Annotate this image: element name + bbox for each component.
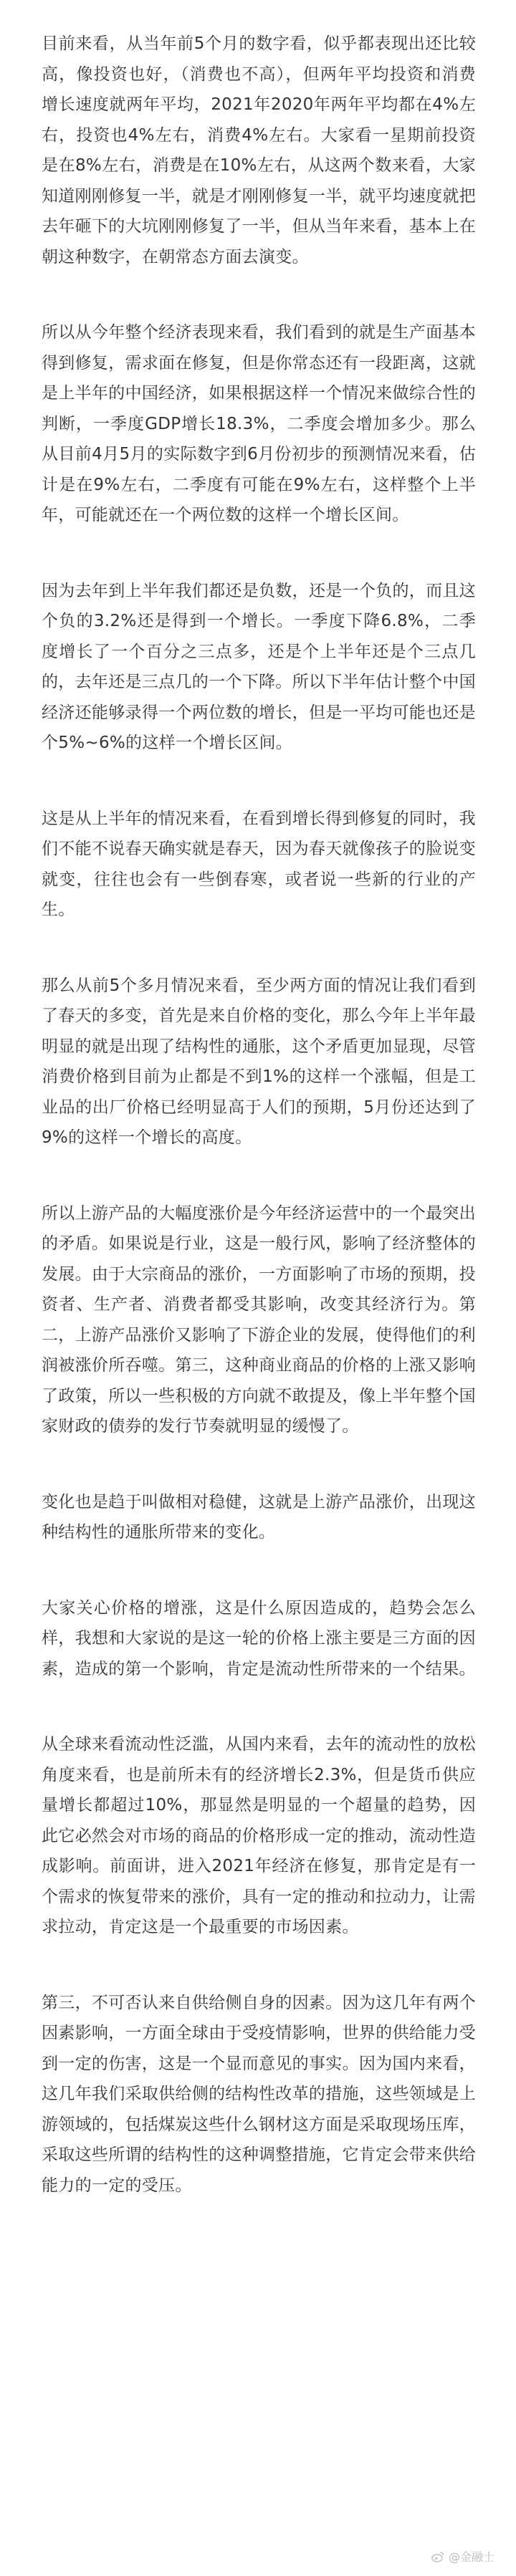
paragraph-2: 所以从今年整个经济表现来看，我们看到的就是生产面基本得到修复，需求面在修复，但是你常态还有一段距离，这就是上半年的中国经济，如果根据这样一个情况来做综合性的判断，一季度GDP增长18.3%，二季度会增加多少。那么从目前4月5月的实际数字到6月份初步的预测情况来看，估计是在9%左右，二季度有可能在9%左右，这样整个上半年，可能就还在一个两位数的这样一个增长区间。 (42, 323, 476, 524)
paragraph-10: 第三，不可否认来自供给侧自身的因素。因为这几年有两个因素影响，一方面全球由于受疫情影响，世界的供给能力受到一定的伤害，这是一个显而意见的事实。因为国内来看，这几年我们采取供给侧的结构性改革的措施，这些领域是上游领域的，包括煤炭这些什么钢材这方面是采取现场压库，采取这些所谓的结构性的这种调整措施，它肯定会带来供给能力的一定的受压。 (42, 1993, 476, 2195)
paragraph-8: 大家关心价格的增涨，这是什么原因造成的，趋势会怎么样，我想和大家说的是这一轮的价格上涨主要是三方面的因素，造成的第一个影响，肯定是流动性所带来的一个结果。 (42, 1598, 476, 1678)
paragraph-7: 变化也是趋于叫做相对稳健，这就是上游产品涨价，出现这种结构性的通胀所带来的变化。 (42, 1492, 476, 1542)
watermark-text: @金融士 (448, 2550, 494, 2564)
paragraph-9: 从全球来看流动性泛滥，从国内来看，去年的流动性的放松角度来看，也是前所未有的经济增长2.3%，但是货币供应量增长都超过10%，那显然是明显的一个超量的趋势，因此它必然会对市场的商品的价格形成一定的推动，流动性造成影响。前面讲，进入2021年经济在修复，那肯定是有一个需求的恢复带来的涨价，具有一定的推动和拉动力，让需求拉动，肯定这是一个最重要的市场因素。 (42, 1735, 476, 1936)
watermark (431, 2548, 494, 2565)
weibo-icon (431, 2551, 444, 2562)
paragraph-4: 这是从上半年的情况来看，在看到增长得到修复的同时，我们不能不说春天确实就是春天，因为春天就像孩子的脸说变就变，往往也会有一些倒春寒，或者说一些新的行业的产生。 (42, 809, 476, 919)
paragraph-3: 因为去年到上半年我们都还是负数，还是一个负的，而且这个负的3.2%还是得到一个增长。一季度下降6.8%，二季度增长了一个百分之三点多，还是个上半年还是个三点几的，去年还是三点几的一个下降。所以下半年估计整个中国经济还能够录得一个两位数的增长，但是一平均可能也还是个5%~6%的这样一个增长区间。 (42, 581, 476, 752)
paragraph-1: 目前来看，从当年前5个月的数字看，似乎都表现出还比较高，像投资也好，（消费也不高），但两年平均投资和消费增长速度就两年平均，2021年2020年两年平均都在4%左右，投资也4%左右，消费4%左右。大家看一星期前投资是在8%左右，消费是在10%左右，从这两个数来看，大家知道刚刚修复一半，就是才刚刚修复一半，就平均速度就把去年砸下的大坑刚刚修复了一半，但从当年来看，基本上在朝这种数字，在朝常态方面去演变。 (42, 34, 476, 266)
paragraph-6: 所以上游产品的大幅度涨价是今年经济运营中的一个最突出的矛盾。如果说是行业，这是一般行风，影响了经济整体的发展。由于大宗商品的涨价，一方面影响了市场的预期，投资者、生产者、消费者都受其影响，改变其经济行为。第二，上游产品涨价又影响了下游企业的发展，使得他们的利润被涨价所吞噬。第三，这种商业商品的价格的上涨又影响了政策，所以一些积极的方向就不敢提及，像上半年整个国家财政的债券的发行节奏就明显的缓慢了。 (42, 1203, 476, 1436)
paragraph-5: 那么从前5个多月情况来看，至少两方面的情况让我们看到了春天的多变，首先是来自价格的变化，那么今年上半年最明显的就是出现了结构性的通胀，这个矛盾更加显现，尽管消费价格到目前为止都是不到1%的这样一个涨幅，但是工业品的出厂价格已经明显高于人们的预期，5月份还达到了9%的这样一个增长的高度。 (42, 976, 476, 1147)
